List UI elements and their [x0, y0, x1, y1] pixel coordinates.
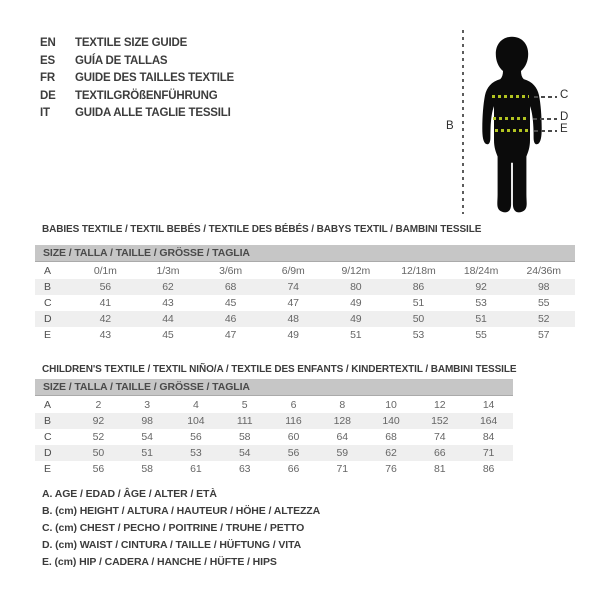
babies-size-table [35, 263, 575, 343]
size-cell: 6 [290, 399, 297, 411]
size-cell: 80 [350, 281, 362, 293]
size-cell: 6/9m [281, 265, 305, 277]
children-heading: CHILDREN'S TEXTILE / TEXTIL NIÑO/A / TEXTILE DES ENFANTS / KINDERTEXTIL / BAMBINI TESSILE [42, 364, 517, 375]
size-cell: 57 [537, 329, 550, 341]
language-code: EN [40, 37, 56, 49]
children-size-header-bar [35, 379, 513, 396]
size-cell: 61 [190, 463, 202, 475]
size-cell: 51 [475, 313, 487, 325]
size-cell: 111 [236, 415, 253, 427]
table-row [35, 429, 513, 445]
legend-item: D. (cm) WAIST / CINTURA / TAILLE / HÜFTUNG / VITA [42, 539, 302, 551]
size-cell: 47 [224, 329, 237, 341]
size-cell: 152 [431, 415, 449, 427]
size-cell: 12/18m [401, 265, 436, 277]
table-row [35, 279, 575, 295]
language-label: TEXTILE SIZE GUIDE [75, 37, 188, 49]
size-cell: 41 [99, 297, 112, 309]
size-cell: 98 [141, 415, 153, 427]
size-cell: 56 [92, 463, 105, 475]
babies-heading: BABIES TEXTILE / TEXTIL BEBÉS / TEXTILE DES BÉBÉS / BABYS TEXTIL / BAMBINI TESSILE [42, 224, 482, 235]
size-cell: 71 [482, 447, 495, 459]
chest-label: C [560, 89, 569, 101]
size-cell: 51 [412, 297, 425, 309]
size-cell: 55 [537, 297, 550, 309]
table-row [35, 397, 513, 413]
waist-label: D [560, 111, 569, 123]
size-cell: 49 [350, 297, 362, 309]
size-cell: 49 [287, 329, 299, 341]
language-label: GUIDE DES TAILLES TEXTILE [75, 72, 234, 84]
size-cell: 53 [475, 297, 487, 309]
row-label: D [44, 313, 52, 325]
hip-label: E [560, 123, 568, 135]
row-label: B [44, 281, 51, 293]
size-cell: 45 [162, 329, 174, 341]
size-cell: 52 [92, 431, 105, 443]
size-cell: 58 [238, 431, 251, 443]
size-cell: 76 [385, 463, 397, 475]
size-cell: 74 [287, 281, 299, 293]
language-row [40, 105, 234, 123]
size-cell: 44 [162, 313, 174, 325]
size-cell: 47 [287, 297, 299, 309]
waist-measure-dots [493, 117, 527, 120]
size-cell: 66 [434, 447, 446, 459]
row-label: E [44, 329, 51, 341]
size-cell: 68 [224, 281, 237, 293]
table-row [35, 311, 575, 327]
language-code: FR [40, 72, 55, 84]
legend-item: C. (cm) CHEST / PECHO / POITRINE / TRUHE / PETTO [42, 522, 305, 534]
size-cell: 56 [99, 281, 112, 293]
size-cell: 58 [141, 463, 153, 475]
size-cell: 116 [285, 415, 302, 427]
size-cell: 45 [224, 297, 237, 309]
row-label: B [44, 415, 51, 427]
size-cell: 128 [333, 415, 351, 427]
size-cell: 60 [287, 431, 300, 443]
table-row [35, 295, 575, 311]
size-cell: 56 [190, 431, 202, 443]
size-cell: 3/6m [219, 265, 243, 277]
size-cell: 2 [95, 399, 102, 411]
hip-guide-dash [534, 130, 557, 132]
size-cell: 92 [475, 281, 487, 293]
language-code: DE [40, 89, 56, 102]
size-cell: 59 [336, 447, 348, 459]
size-cell: 86 [412, 281, 425, 293]
table-row [35, 263, 575, 279]
size-cell: 86 [482, 463, 495, 475]
size-cell: 104 [187, 415, 205, 427]
size-cell: 49 [350, 313, 362, 325]
language-list [40, 35, 234, 123]
language-label: GUIDA ALLE TAGLIE TESSILI [75, 107, 231, 119]
size-cell: 10 [385, 399, 397, 411]
height-measure-line [462, 30, 464, 214]
language-code: ES [40, 54, 55, 67]
legend-item: A. AGE / EDAD / ÂGE / ALTER / ETÀ [42, 488, 217, 500]
children-size-table [35, 397, 513, 477]
size-cell: 62 [385, 447, 397, 459]
size-cell: 55 [475, 329, 487, 341]
row-label: C [44, 431, 52, 443]
size-cell: 63 [238, 463, 251, 475]
size-cell: 50 [92, 447, 105, 459]
size-cell: 52 [537, 313, 550, 325]
table-row [35, 327, 575, 343]
size-cell: 98 [537, 281, 550, 293]
children-size-header: SIZE / TALLA / TAILLE / GRÖSSE / TAGLIA [43, 381, 250, 393]
language-label: TEXTILGRÖßENFÜHRUNG [75, 89, 218, 102]
size-cell: 53 [412, 329, 425, 341]
size-cell: 140 [382, 415, 400, 427]
size-cell: 62 [162, 281, 174, 293]
row-label: D [44, 447, 52, 459]
language-row [40, 88, 234, 106]
language-row [40, 35, 234, 53]
size-cell: 12 [434, 399, 446, 411]
size-cell: 164 [479, 415, 498, 427]
size-cell: 43 [99, 329, 112, 341]
size-cell: 50 [412, 313, 425, 325]
row-label: C [44, 297, 52, 309]
size-cell: 54 [141, 431, 153, 443]
size-cell: 51 [141, 447, 153, 459]
size-cell: 1/3m [156, 265, 180, 277]
size-cell: 0/1m [93, 265, 117, 277]
row-label: A [44, 399, 51, 411]
size-cell: 42 [99, 313, 112, 325]
babies-size-header-bar [35, 245, 575, 262]
language-row [40, 70, 234, 88]
table-row [35, 445, 513, 461]
size-cell: 43 [162, 297, 174, 309]
height-label: B [446, 120, 454, 132]
size-cell: 18/24m [463, 265, 499, 277]
size-cell: 48 [287, 313, 299, 325]
language-label: GUÍA DE TALLAS [75, 54, 168, 67]
size-cell: 14 [482, 399, 495, 411]
row-label: A [44, 265, 51, 277]
size-cell: 68 [385, 431, 397, 443]
table-row [35, 413, 513, 429]
hip-measure-dots [495, 129, 530, 132]
child-silhouette-icon [476, 29, 548, 221]
size-cell: 9/12m [341, 265, 371, 277]
chest-guide-dash [534, 96, 557, 98]
size-cell: 66 [287, 463, 300, 475]
size-cell: 81 [434, 463, 446, 475]
table-row [35, 461, 513, 477]
language-code: IT [40, 107, 50, 119]
size-cell: 74 [434, 431, 446, 443]
size-cell: 4 [193, 399, 199, 411]
size-cell: 51 [350, 329, 362, 341]
row-label: E [44, 463, 51, 475]
size-cell: 46 [224, 313, 237, 325]
size-cell: 5 [241, 399, 248, 411]
size-cell: 64 [336, 431, 348, 443]
legend-item: B. (cm) HEIGHT / ALTURA / HAUTEUR / HÖHE / ALTEZZA [42, 505, 321, 517]
babies-size-header: SIZE / TALLA / TAILLE / GRÖSSE / TAGLIA [43, 247, 250, 259]
size-cell: 84 [482, 431, 495, 443]
size-cell: 71 [336, 463, 348, 475]
size-cell: 53 [190, 447, 202, 459]
child-measurement-figure [430, 0, 600, 235]
size-cell: 8 [339, 399, 346, 411]
language-row [40, 53, 234, 71]
legend-item: E. (cm) HIP / CADERA / HANCHE / HÜFTE / HIPS [42, 556, 277, 568]
child-silhouette-path [482, 37, 541, 213]
size-cell: 54 [238, 447, 251, 459]
chest-measure-dots [492, 95, 529, 98]
size-cell: 92 [92, 415, 105, 427]
size-cell: 3 [144, 399, 151, 411]
size-cell: 24/36m [526, 265, 561, 277]
legend [42, 486, 320, 571]
size-cell: 56 [287, 447, 300, 459]
waist-guide-dash [533, 118, 557, 120]
